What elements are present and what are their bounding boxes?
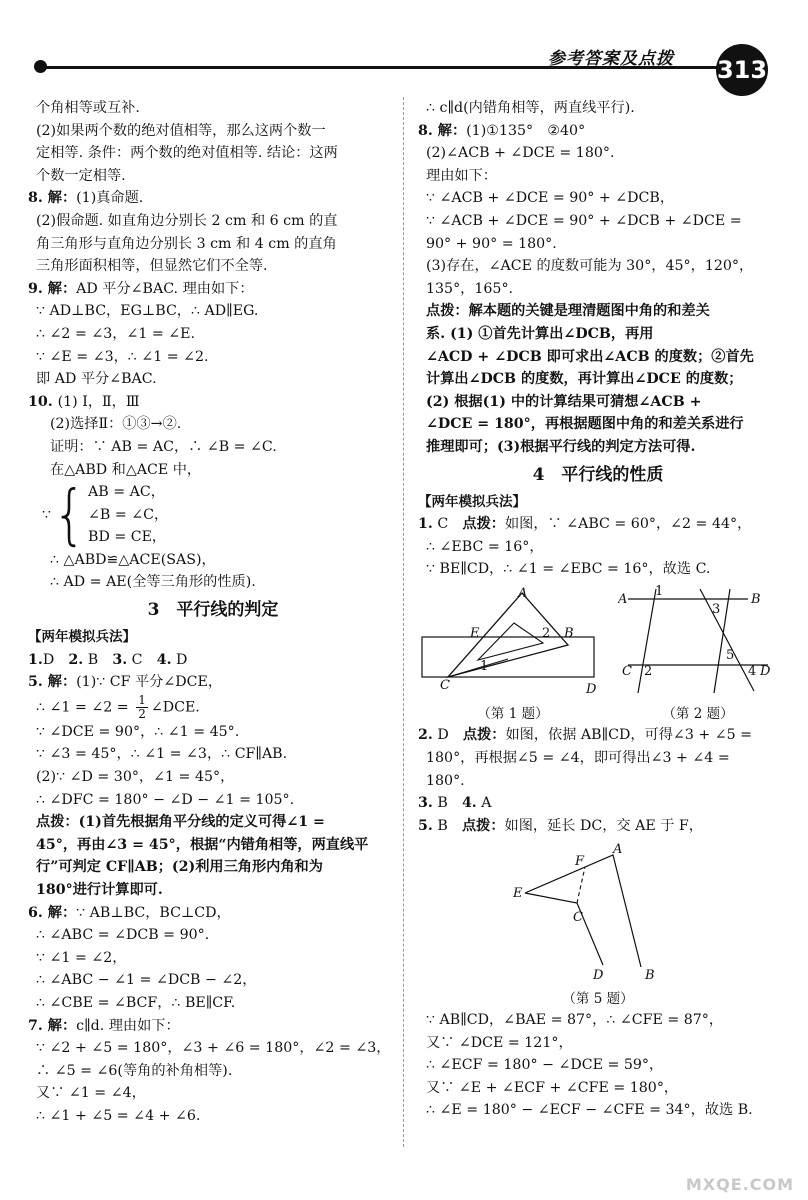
text-line xyxy=(28,391,398,414)
line-text: 又∵ ∠DCE = 121°， xyxy=(426,1034,573,1051)
text-line xyxy=(28,436,398,459)
line-text: (2)∠ACB + ∠DCE = 180°. xyxy=(426,145,615,162)
line-text: 解本题的关键是理清题图中角的和差关 xyxy=(468,303,710,320)
fig5-label: E xyxy=(513,886,523,902)
text-line xyxy=(28,671,398,694)
line-text: 个数一定相等. xyxy=(36,167,126,184)
text-line xyxy=(418,815,778,838)
text-line xyxy=(28,187,398,210)
text-line xyxy=(28,278,398,301)
line-text: 45°，再由∠3 = 45°，根据“内错角相等，两直线平 xyxy=(36,836,369,853)
line-text: 90° + 90° = 180°. xyxy=(426,235,557,252)
figure-2 xyxy=(618,585,778,725)
left-block-1 xyxy=(28,97,398,481)
text-line xyxy=(28,1105,398,1128)
line-text: 定相等. 条件：两个数的绝对值相等. 结论：这两 xyxy=(36,145,338,162)
line-text: 三角形面积相等，但显然它们不全等. xyxy=(36,258,268,275)
text-line xyxy=(28,120,398,143)
line-text: (2)∵ ∠D = 30°，∠1 = 45°， xyxy=(36,769,235,786)
line-text: ∴ ∠ECF = 180° − ∠DCE = 59°， xyxy=(426,1057,664,1074)
line-text: 又∵ ∠1 = ∠4， xyxy=(36,1085,146,1102)
fig5-label: C xyxy=(573,910,583,926)
line-text: B xyxy=(83,651,113,668)
text-line xyxy=(418,278,778,301)
fig2-label: C xyxy=(622,663,632,679)
line-text: (2)选择Ⅱ：①③→②. xyxy=(50,416,182,433)
line-text: C xyxy=(127,651,157,668)
text-line xyxy=(418,210,778,233)
line-text: ∠ACD + ∠DCB 即可求出∠ACB 的度数；②首先 xyxy=(426,348,754,365)
left-block-2 xyxy=(28,549,398,594)
text-line xyxy=(418,233,778,256)
fig1-label: 1 xyxy=(480,658,489,674)
text-line xyxy=(28,1015,398,1038)
fig1-label: B xyxy=(564,625,574,641)
text-line xyxy=(418,142,778,165)
line-text: (1)真命题. xyxy=(76,190,144,207)
left-block-4 xyxy=(28,721,398,1128)
line-text: (2)如果两个数的绝对值相等，那么这两个数一 xyxy=(36,122,326,139)
text-line xyxy=(28,969,398,992)
right-block-1 xyxy=(418,97,778,459)
text-line xyxy=(28,1037,398,1060)
fig5-label: A xyxy=(613,842,623,858)
item-marker: 点拨： xyxy=(426,303,469,320)
line-text: 推理即可；(3)根据平行线的判定方法可得. xyxy=(426,438,696,455)
text-line xyxy=(28,879,398,902)
line-text: ∵ AD⊥BC，EG⊥BC，∴ AD∥EG. xyxy=(36,303,259,320)
line-text: 证明：∵ AB = AC，∴ ∠B = ∠C. xyxy=(50,438,277,455)
line-text: (2)假命题. 如直角边分别长 2 cm 和 6 cm 的直 xyxy=(36,212,338,229)
line-text: (3)存在，∠ACE 的度数可能为 30°，45°，120°， xyxy=(426,258,754,275)
figure-5-diagram xyxy=(513,841,683,981)
right-block-3 xyxy=(418,724,778,837)
line-text: ∴ △ABD≌△ACE(SAS)， xyxy=(50,551,216,568)
line-text: A xyxy=(476,795,492,812)
fig2-label: A xyxy=(618,591,628,607)
section-3-title: 3 平行线的判定 xyxy=(147,600,279,621)
text-line xyxy=(418,1077,778,1100)
text-line xyxy=(28,902,398,925)
item-marker: 点拨： xyxy=(462,516,505,533)
item-marker: 3. xyxy=(418,795,433,812)
text-line xyxy=(28,766,398,789)
line-text: ∵ ∠1 = ∠2， xyxy=(36,949,127,966)
figure-5 xyxy=(418,841,778,1009)
text-line xyxy=(28,992,398,1015)
fraction-line xyxy=(28,694,398,721)
line-text: 个角相等或互补. xyxy=(36,100,140,116)
section-3-tag: 【两年模拟兵法】 xyxy=(28,629,136,646)
watermark: MXQE.COM xyxy=(685,1175,794,1194)
fig1-label: 2 xyxy=(542,625,551,641)
figure-1-caption: （第 1 题） xyxy=(477,706,549,723)
line-text: ∴ ∠CBE = ∠BCF，∴ BE∥CF. xyxy=(36,994,236,1011)
line-text: ∵ AB∥CD，∠BAE = 87°，∴ ∠CFE = 87°， xyxy=(426,1012,724,1029)
figure-2-diagram xyxy=(618,585,778,697)
section-4-tag: 【两年模拟兵法】 xyxy=(418,493,526,510)
fig2-label: 5 xyxy=(726,647,735,663)
line-text: 角三角形与直角边分别长 3 cm 和 4 cm 的直角 xyxy=(36,235,337,252)
line-text: ∴ ∠1 + ∠5 = ∠4 + ∠6. xyxy=(36,1107,201,1124)
line-text: 如图，依据 AB∥CD，可得∠3 + ∠5 = xyxy=(505,727,753,744)
line-text: 180°进行计算即可. xyxy=(36,882,163,898)
line-text: 135°，165°. xyxy=(426,280,514,297)
fig2-label: 2 xyxy=(644,663,653,679)
line-text: 180°. xyxy=(426,772,465,789)
text-line xyxy=(28,571,398,594)
text-line xyxy=(418,391,778,414)
fig1-label: C xyxy=(440,677,450,693)
text-line xyxy=(418,97,778,120)
brace-lines xyxy=(88,481,168,549)
text-line xyxy=(418,770,778,793)
line-text: AD 平分∠BAC. 理由如下： xyxy=(76,280,254,297)
line-text: ∵ ∠2 + ∠5 = 180°，∠3 + ∠6 = 180°，∠2 = ∠3， xyxy=(36,1040,391,1057)
item-marker: 3. xyxy=(112,651,128,668)
text-line xyxy=(418,792,778,815)
item-marker: 8. 解： xyxy=(418,122,467,139)
line-text: ∵ ∠DCE = 90°，∴ ∠1 = 45°. xyxy=(36,723,240,740)
item-marker: 4. xyxy=(461,795,477,812)
line-text: (1) Ⅰ，Ⅱ，Ⅲ xyxy=(57,393,140,410)
text-line xyxy=(418,323,778,346)
figure-row xyxy=(418,585,778,725)
line-text: ∴ ∠ABC = ∠DCB = 90°. xyxy=(36,927,210,944)
item-marker: 9. 解： xyxy=(28,280,77,297)
line-text: D xyxy=(171,651,188,668)
text-line xyxy=(28,346,398,369)
line-text: B xyxy=(432,817,462,834)
because-symbol: ∵ xyxy=(42,506,51,523)
text-line xyxy=(418,187,778,210)
text-line xyxy=(418,513,778,536)
text-line xyxy=(28,1082,398,1105)
text-line xyxy=(28,924,398,947)
item-marker: 2. xyxy=(418,727,433,744)
text-line xyxy=(28,142,398,165)
text-line xyxy=(28,233,398,256)
brace-line: BD = CE， xyxy=(88,529,167,546)
line-text: D xyxy=(432,727,463,744)
text-line xyxy=(418,436,778,459)
item-marker: 2. xyxy=(68,651,84,668)
line-text: c∥d. 理由如下： xyxy=(76,1017,180,1034)
line-text: 计算出∠DCB 的度数，再计算出∠DCE 的度数； xyxy=(426,371,743,388)
text-line xyxy=(28,413,398,436)
fig2-label: B xyxy=(751,591,761,607)
line-text: 即 AD 平分∠BAC. xyxy=(36,371,157,388)
fraction-post: ∠DCE. xyxy=(150,699,200,716)
text-line xyxy=(418,413,778,436)
text-line xyxy=(418,724,778,747)
line-text: ∴ ∠5 = ∠6(等角的补角相等). xyxy=(36,1062,233,1079)
line-text: ∴ ∠EBC = 16°， xyxy=(426,538,544,555)
page-number: 313 xyxy=(716,44,768,96)
text-line xyxy=(418,165,778,188)
fig2-label: D xyxy=(760,663,771,679)
line-text: C xyxy=(432,516,463,533)
right-block-4 xyxy=(418,1009,778,1122)
fig2-label: 1 xyxy=(655,584,664,599)
line-text: 在△ABD 和△ACE 中， xyxy=(50,461,202,478)
text-line xyxy=(418,346,778,369)
fig5-label: B xyxy=(645,968,655,982)
text-line xyxy=(28,368,398,391)
right-column xyxy=(418,97,778,1122)
text-line xyxy=(28,811,398,834)
line-text: (1)①135° ②40° xyxy=(466,122,586,139)
item-marker: 点拨： xyxy=(461,817,505,834)
item-marker: 7. 解： xyxy=(28,1017,77,1034)
line-text: ∴ c∥d(内错角相等，两直线平行). xyxy=(426,100,635,116)
line-text: 如图，∵ ∠ABC = 60°，∠2 = 44°， xyxy=(504,516,752,533)
fraction-numerator: 1 xyxy=(138,692,146,707)
item-marker: 1. xyxy=(28,651,43,668)
line-text: 行”可判定 CF∥AB；(2)利用三角形内角和为 xyxy=(36,859,323,876)
line-text: ∴ ∠DFC = 180° − ∠D − ∠1 = 105°. xyxy=(36,791,295,808)
line-text: 如图，延长 DC，交 AE 于 F， xyxy=(504,817,703,834)
right-block-2 xyxy=(418,513,778,581)
left-column xyxy=(28,97,398,1128)
item-marker: 5. 解： xyxy=(28,674,77,691)
line-text: ∵ ∠ACB + ∠DCE = 90° + ∠DCB + ∠DCE = xyxy=(426,212,742,229)
item-marker: 4. xyxy=(156,651,172,668)
brace-glyph: { xyxy=(52,477,87,553)
line-text: 又∵ ∠E + ∠ECF + ∠CFE = 180°， xyxy=(426,1079,679,1096)
fig1-label: D xyxy=(586,681,597,697)
text-line xyxy=(28,300,398,323)
brace-line: AB = AC， xyxy=(88,484,165,501)
text-line xyxy=(418,120,778,143)
line-text: 系. (1) ①首先计算出∠DCB，再用 xyxy=(426,325,654,342)
text-line xyxy=(28,649,398,672)
fig5-label: F xyxy=(575,854,585,870)
fraction-denominator: 2 xyxy=(138,706,146,721)
text-line xyxy=(418,300,778,323)
item-marker: 5. xyxy=(418,817,433,834)
text-line xyxy=(418,1054,778,1077)
text-line xyxy=(418,558,778,581)
fig2-label: 3 xyxy=(712,601,721,617)
text-line xyxy=(28,834,398,857)
text-line xyxy=(418,1009,778,1032)
line-text: ∴ ∠2 = ∠3，∠1 = ∠E. xyxy=(36,325,196,342)
item-marker: 10. xyxy=(28,393,58,410)
line-text: 理由如下： xyxy=(426,167,497,184)
line-text: ∵ BE∥CD，∴ ∠1 = ∠EBC = 16°，故选 C. xyxy=(426,561,711,578)
line-text: ∠DCE = 180°，再根据题图中角的和差关系进行 xyxy=(426,416,744,433)
line-text: D xyxy=(42,651,69,668)
item-marker: 8. 解： xyxy=(28,190,77,207)
text-line xyxy=(28,721,398,744)
text-line xyxy=(28,743,398,766)
fraction xyxy=(136,694,148,721)
text-line xyxy=(28,210,398,233)
fig2-label: 4 xyxy=(748,663,757,679)
item-marker: 1. xyxy=(418,516,433,533)
line-text: 180°，再根据∠5 = ∠4，即可得出∠3 + ∠4 = xyxy=(426,750,730,767)
line-text: ∴ ∠ABC − ∠1 = ∠DCB − ∠2， xyxy=(36,972,257,989)
item-marker: 点拨： xyxy=(462,727,506,744)
line-text: (2) 根据(1) 中的计算结果可猜想∠ACB + xyxy=(426,393,702,410)
figure-1 xyxy=(418,585,608,725)
text-line xyxy=(28,789,398,812)
line-text: ∵ AB⊥BC，BC⊥CD， xyxy=(76,904,231,921)
brace-line: ∠B = ∠C， xyxy=(88,506,169,523)
line-text: (1)∵ CF 平分∠DCE， xyxy=(76,674,223,691)
page-header xyxy=(0,0,808,95)
item-marker: 点拨： xyxy=(36,814,79,831)
text-line xyxy=(28,165,398,188)
line-text: ∴ AD = AE(全等三角形的性质). xyxy=(50,574,256,591)
line-text: ∵ ∠ACB + ∠DCE = 90° + ∠DCB， xyxy=(426,190,675,207)
section-4-title: 4 平行线的性质 xyxy=(532,464,664,485)
text-line xyxy=(28,1060,398,1083)
fig5-label: D xyxy=(593,968,604,982)
text-line xyxy=(28,255,398,278)
text-line xyxy=(418,1032,778,1055)
text-line xyxy=(418,747,778,770)
text-line xyxy=(418,536,778,559)
fig1-label: A xyxy=(518,585,528,601)
left-block-3 xyxy=(28,649,398,694)
figure-1-diagram xyxy=(418,585,608,697)
text-line xyxy=(418,1099,778,1122)
text-line xyxy=(418,255,778,278)
line-text: ∵ ∠E = ∠3，∴ ∠1 = ∠2. xyxy=(36,348,209,365)
fig1-label: E xyxy=(470,625,480,641)
line-text: ∴ ∠E = 180° − ∠ECF − ∠CFE = 34°，故选 B. xyxy=(426,1102,753,1119)
fraction-pre: ∴ ∠1 = ∠2 = xyxy=(36,699,134,716)
text-line xyxy=(28,856,398,879)
text-line xyxy=(28,323,398,346)
figure-2-caption: （第 2 题） xyxy=(662,706,734,723)
line-text: B xyxy=(432,795,462,812)
header-title: 参考答案及点拨 xyxy=(548,49,674,69)
item-marker: 6. 解： xyxy=(28,904,77,921)
column-divider xyxy=(403,97,404,1147)
text-line xyxy=(418,368,778,391)
line-text: ∵ ∠3 = 45°，∴ ∠1 = ∠3，∴ CF∥AB. xyxy=(36,746,288,763)
line-text: (1)首先根据角平分线的定义可得∠1 = xyxy=(78,814,325,831)
text-line xyxy=(28,947,398,970)
text-line xyxy=(28,97,398,120)
figure-5-caption: （第 5 题） xyxy=(562,991,634,1008)
proof-brace xyxy=(28,477,398,553)
